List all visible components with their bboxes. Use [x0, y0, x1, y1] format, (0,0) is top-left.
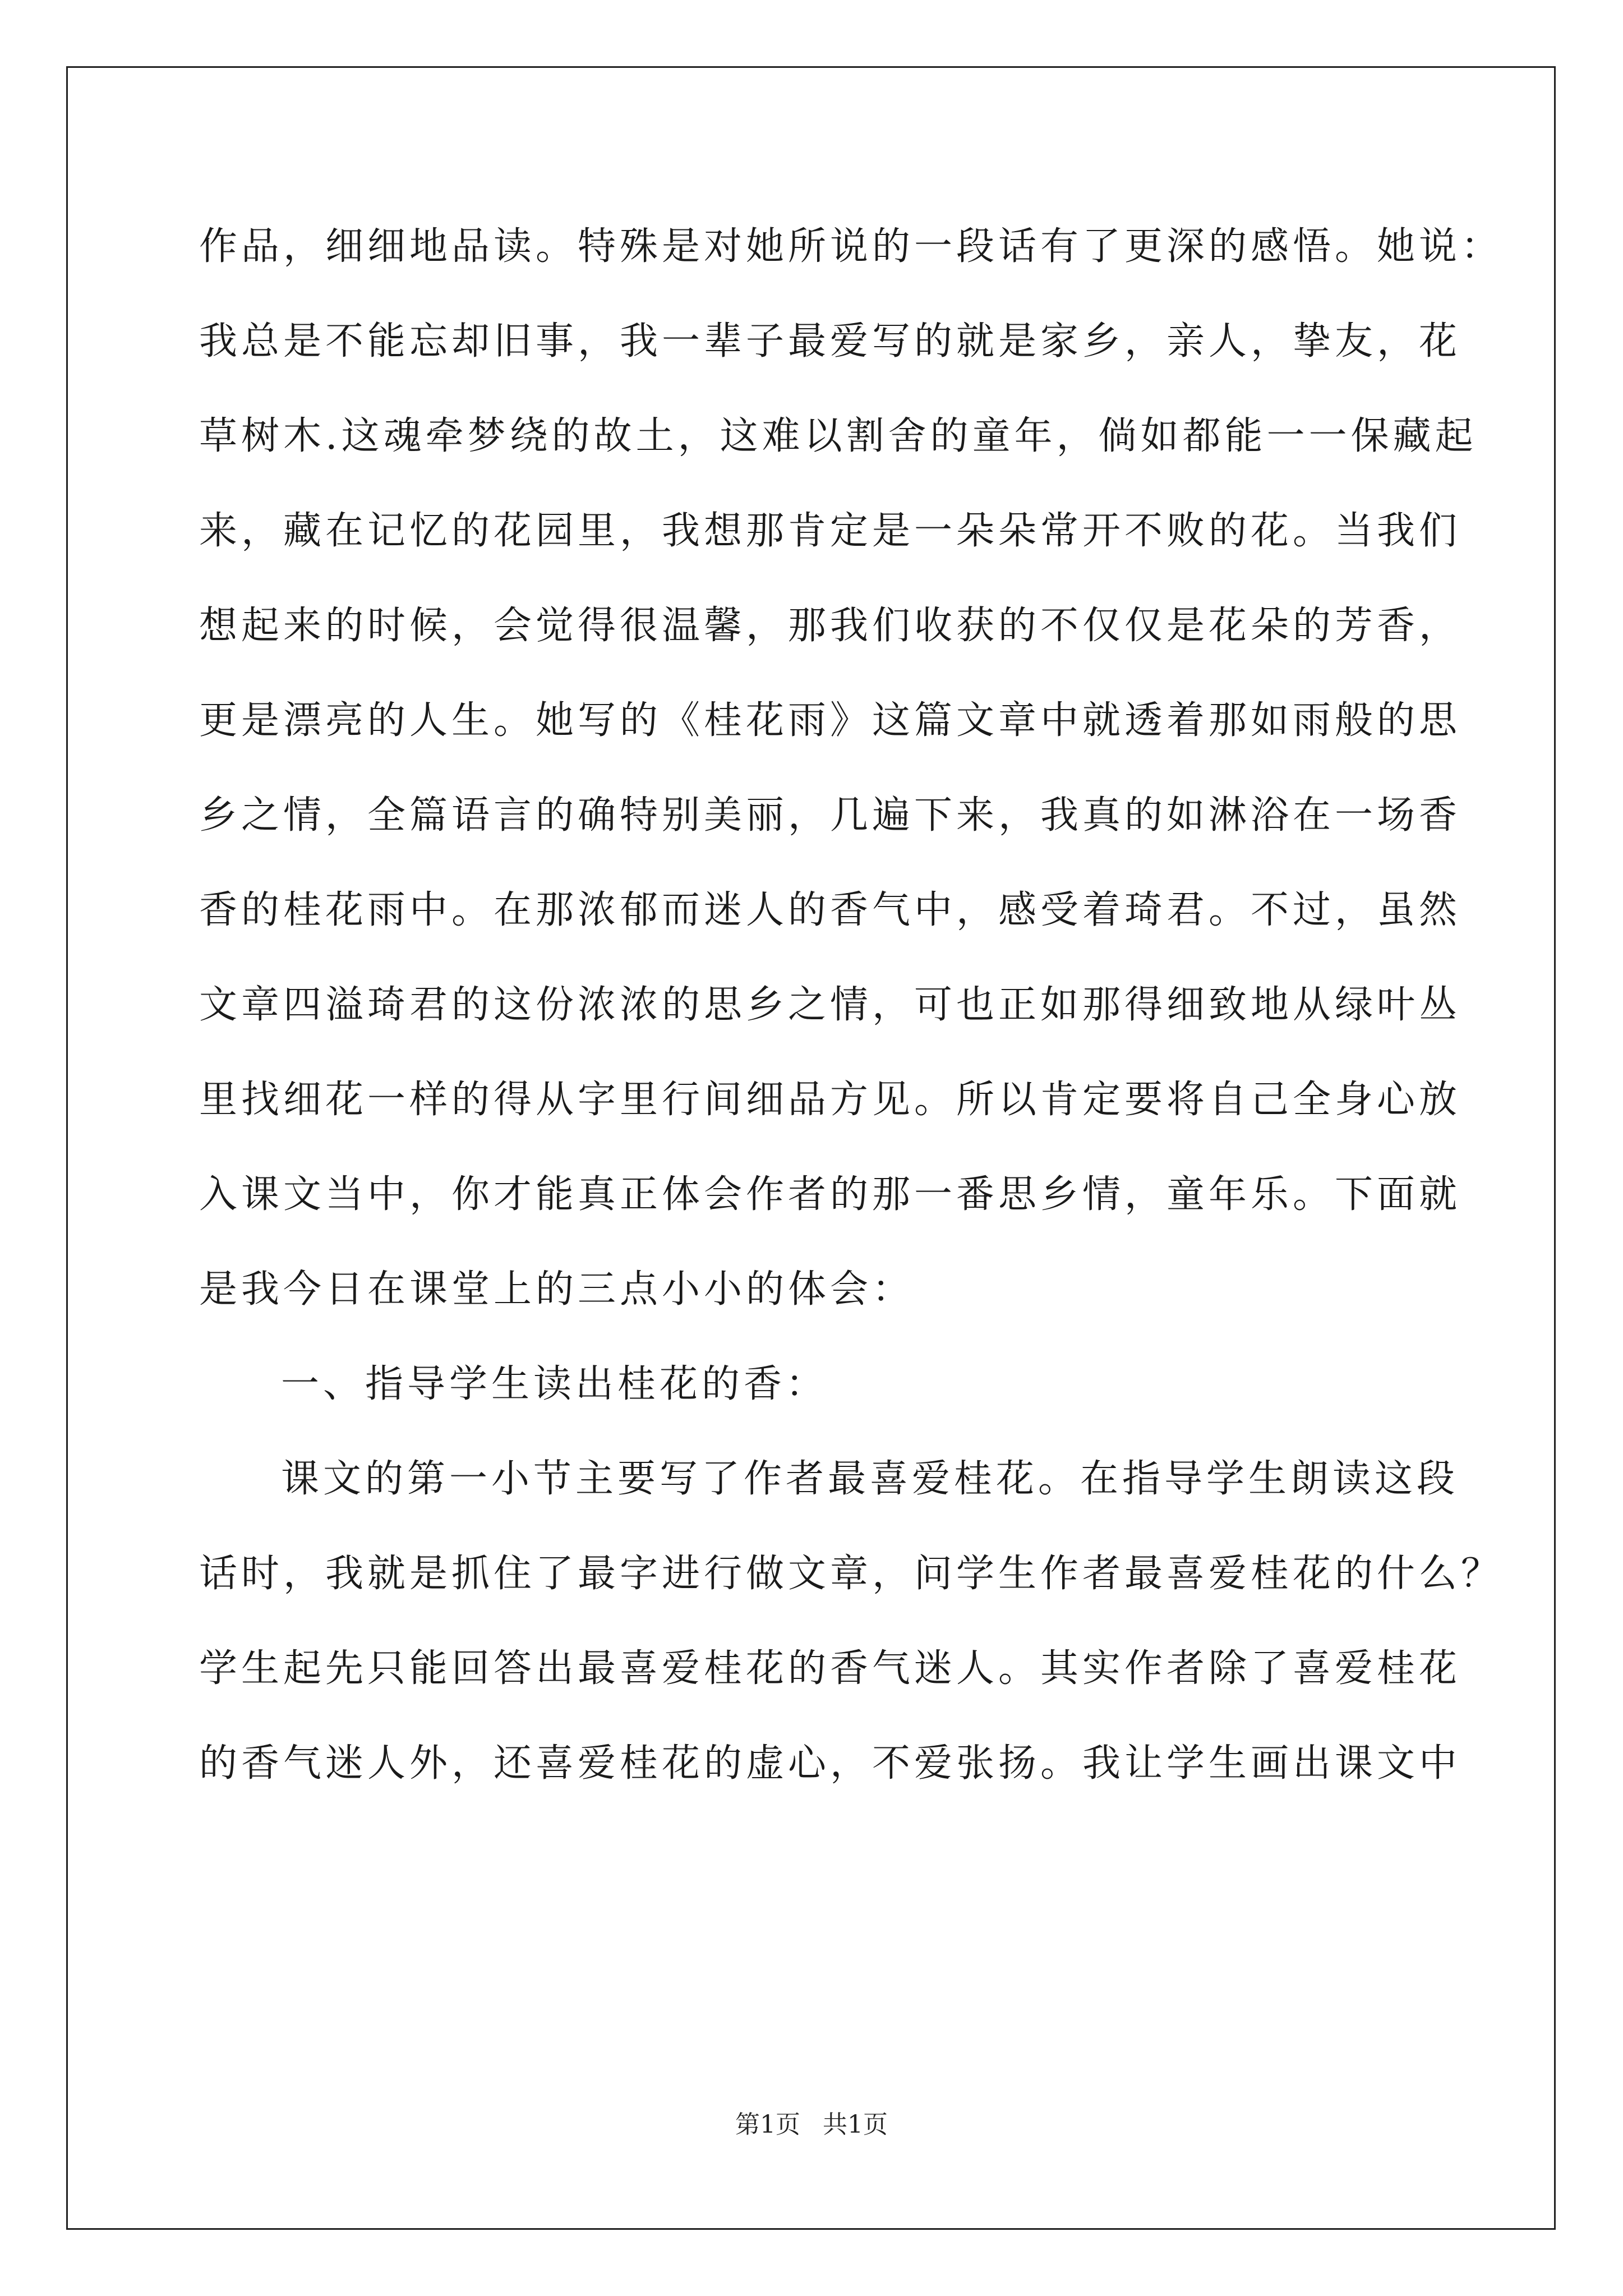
text-line: 作品，细细地品读。特殊是对她所说的一段话有了更深的感悟。她说： — [199, 224, 1504, 269]
text-line: 乡之情，全篇语言的确特别美丽，几遍下来，我真的如淋浴在一场香 — [199, 793, 1461, 838]
text-line: 课文的第一小节主要写了作者最喜爱桂花。在指导学生朗读这段 — [281, 1457, 1459, 1501]
text-line: 香的桂花雨中。在那浓郁而迷人的香气中，感受着琦君。不过，虽然 — [199, 888, 1461, 932]
text-line: 入课文当中，你才能真正体会作者的那一番思乡情，童年乐。下面就 — [199, 1172, 1461, 1217]
text-line: 学生起先只能回答出最喜爱桂花的香气迷人。其实作者除了喜爱桂花 — [199, 1646, 1461, 1691]
document-body — [199, 199, 1504, 1811]
text-line: 是我今日在课堂上的三点小小的体会： — [199, 1267, 915, 1312]
text-line: 的香气迷人外，还喜爱桂花的虚心，不爱张扬。我让学生画出课文中 — [199, 1741, 1461, 1786]
section-heading: 一、指导学生读出桂花的香： — [281, 1362, 828, 1406]
page-footer — [0, 2108, 1623, 2142]
page-number: 第1页 — [735, 2110, 800, 2139]
text-line: 里找细花一样的得从字里行间细品方见。所以肯定要将自己全身心放 — [199, 1078, 1461, 1122]
text-line: 话时，我就是抓住了最字进行做文章，问学生作者最喜爱桂花的什么？ — [199, 1552, 1504, 1596]
page-total: 共1页 — [823, 2110, 888, 2139]
text-line: 来，藏在记忆的花园里，我想那肯定是一朵朵常开不败的花。当我们 — [199, 509, 1461, 553]
text-line: 我总是不能忘却旧事，我一辈子最爱写的就是家乡，亲人，挚友，花 — [199, 319, 1461, 364]
text-line: 文章四溢琦君的这份浓浓的思乡之情，可也正如那得细致地从绿叶丛 — [199, 983, 1461, 1027]
text-line: 想起来的时候，会觉得很温馨，那我们收获的不仅仅是花朵的芳香， — [199, 604, 1461, 648]
text-line: 更是漂亮的人生。她写的《桂花雨》这篇文章中就透着那如雨般的思 — [199, 698, 1461, 743]
text-line: 草树木.这魂牵梦绕的故土，这难以割舍的童年，倘如都能一一保藏起 — [199, 414, 1477, 458]
